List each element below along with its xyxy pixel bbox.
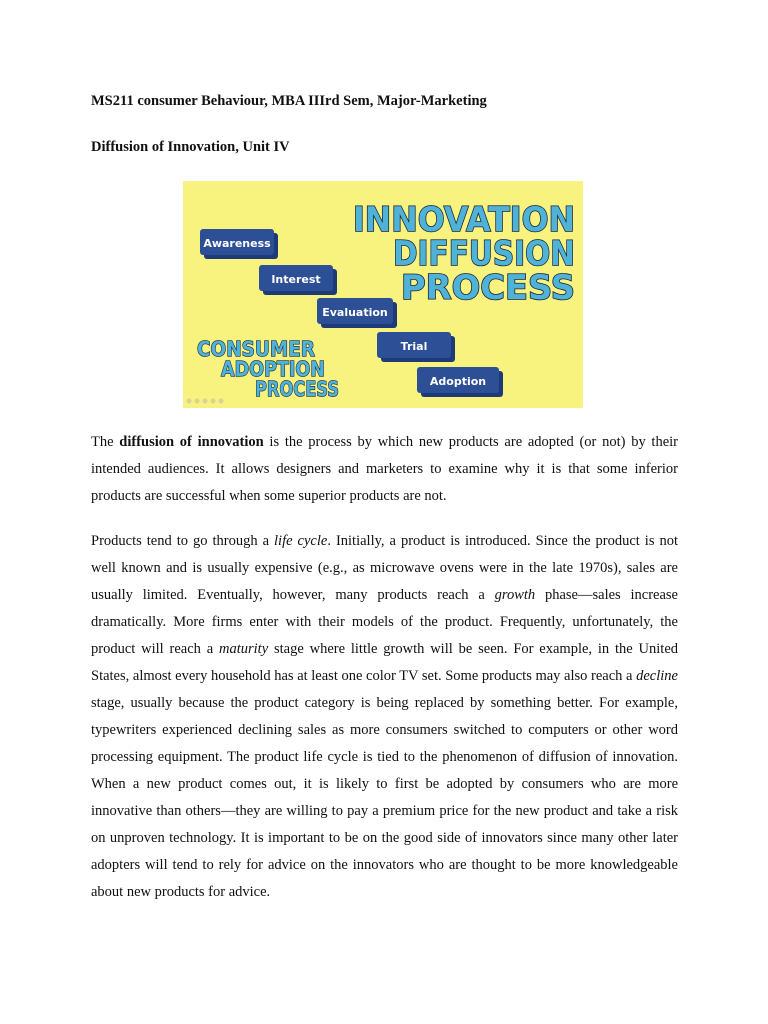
p2-text-1: Products tend to go through a bbox=[91, 533, 275, 549]
step-adoption bbox=[417, 367, 503, 397]
step-evaluation bbox=[317, 298, 397, 328]
paragraph-diffusion-definition bbox=[91, 429, 678, 510]
term-diffusion-of-innovation: diffusion of innovation bbox=[119, 434, 264, 450]
p2-text-4: stage where little growth will be seen. For example, in the United States, almost every household has at least one color TV set. Some products may also reach a bbox=[91, 641, 679, 684]
term-life-cycle: life cycle bbox=[274, 533, 328, 549]
step-trial-label: Trial bbox=[400, 340, 428, 353]
course-heading: MS211 consumer Behaviour, MBA IIIrd Sem, Major-Marketing bbox=[91, 93, 487, 109]
p1-lead: The bbox=[91, 434, 120, 450]
p2-text-5: stage, usually because the product category is being replaced by something better. For example, typewriters experienced declining sales as more consumers switched to computers or other word processing equipment. The product life cycle is tied to the phenomenon of diffusion of innovation. When a new product comes out, it is likely to first be adopted by consumers who are more innovative than others—they are willing to pay a premium price for the new product and take a risk on unproven technology. It is important to be on the good side of innovators since many other later adopters will tend to rely for advice on the innovators who are thought to be more knowledgeable about new products for advice. bbox=[91, 695, 678, 900]
paragraph-life-cycle bbox=[91, 528, 678, 906]
topic-heading: Diffusion of Innovation, Unit IV bbox=[91, 139, 290, 155]
p1-rest: is the process by which new products are adopted (or not) by their intended audiences. It allows designers and marketers to examine why it is that some inferior products are successful when some superior products are not. bbox=[91, 434, 678, 504]
title-line-1: INNOVATION bbox=[353, 200, 575, 240]
p2-text-2: . Initially, a product is introduced. Since the product is not well known and is usually expensive (e.g., as microwave ovens were in the late 1970s), sales are usually limited. Eventually, however, many products reach a bbox=[91, 533, 678, 603]
term-maturity: maturity bbox=[219, 641, 269, 657]
step-interest bbox=[259, 265, 337, 295]
step-awareness bbox=[200, 229, 278, 259]
term-growth: growth bbox=[494, 587, 536, 603]
subtitle-line-2: ADOPTION bbox=[221, 357, 325, 381]
subtitle-line-1: CONSUMER bbox=[197, 337, 315, 361]
title-line-3: PROCESS bbox=[401, 268, 575, 308]
innovation-diffusion-figure bbox=[183, 181, 583, 408]
step-awareness-label: Awareness bbox=[203, 237, 271, 250]
step-interest-label: Interest bbox=[271, 273, 321, 286]
step-adoption-label: Adoption bbox=[429, 375, 487, 388]
term-decline: decline bbox=[636, 668, 678, 684]
title-line-2: DIFFUSION bbox=[393, 234, 575, 274]
subtitle-line-3: PROCESS bbox=[255, 377, 339, 401]
step-evaluation-label: Evaluation bbox=[322, 306, 388, 319]
step-trial bbox=[377, 332, 455, 362]
p2-text-3: phase—sales increase dramatically. More firms enter with their models of the product. Frequently, unfortunately, the product will reach a bbox=[91, 587, 678, 657]
